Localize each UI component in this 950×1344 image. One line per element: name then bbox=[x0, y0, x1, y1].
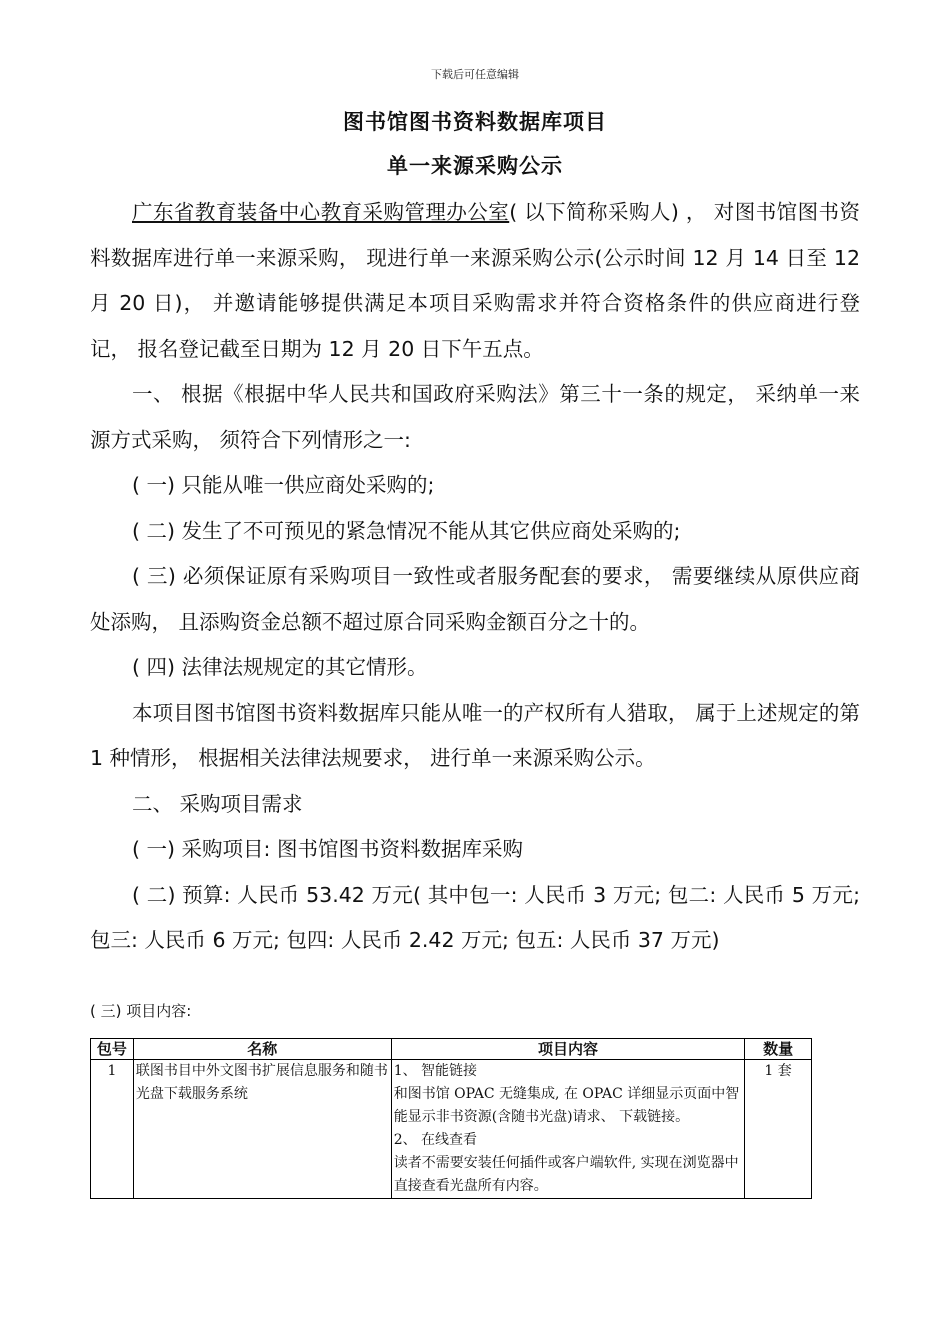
content-line: 1、 智能链接 bbox=[393, 1063, 478, 1079]
page-title: 图书馆图书资料数据库项目 bbox=[343, 110, 607, 134]
section1-item: ( 四) 法律法规规定的其它情形。 bbox=[132, 655, 428, 679]
purchaser-name: 广东省教育装备中心教育采购管理办公室 bbox=[132, 200, 510, 224]
col-header-quantity: 数量 bbox=[745, 1039, 812, 1060]
intro-paragraph bbox=[90, 190, 860, 372]
document-body bbox=[90, 190, 860, 964]
section1-item: ( 三) 必须保证原有采购项目一致性或者服务配套的要求， 需要继续从原供应商处添购， 且添购资金总额不超过原合同采购金额百分之十的。 bbox=[90, 564, 860, 634]
section1-item: ( 二) 发生了不可预见的紧急情况不能从其它供应商处采购的; bbox=[132, 518, 681, 543]
page-subtitle: 单一来源采购公示 bbox=[387, 154, 563, 178]
section2-item: ( 二) 预算: 人民币 53.42 万元( 其中包一: 人民币 3 万元; 包二: 人民币 5 万元; 包三: 人民币 6 万元; 包四: 人民币 2.42 万元; 包五: 人民币 37 万元) bbox=[90, 882, 860, 952]
section2-item: ( 一) 采购项目: 图书馆图书资料数据库采购 bbox=[132, 837, 523, 861]
table-header-row bbox=[91, 1039, 812, 1060]
col-header-package-no: 包号 bbox=[91, 1039, 134, 1060]
col-header-name: 名称 bbox=[133, 1039, 391, 1060]
section1-item: ( 一) 只能从唯一供应商处采购的; bbox=[132, 473, 435, 497]
content-line: 读者不需要安装任何插件或客户端软件, 实现在浏览器中直接查看光盘所有内容。 bbox=[393, 1155, 739, 1194]
content-line: 和图书馆 OPAC 无缝集成, 在 OPAC 详细显示页面中智能显示非书资源(含随书光盘)请求、 下载链接。 bbox=[393, 1086, 740, 1125]
col-header-content: 项目内容 bbox=[391, 1039, 744, 1060]
cell-name: 联图书目中外文图书扩展信息服务和随书光盘下载服务系统 bbox=[133, 1060, 391, 1199]
intro-text: ( 以下简称采购人) ， 对图书馆图书资料数据库进行单一来源采购， 现进行单一来源采购公示(公示时间 12 月 14 日至 12 月 20 日)， 并邀请能够提供满足本项目采购需求并符合资格条件的供应商进行登记， 报名登记截至日期为 12 月 20 日下午五点。 bbox=[90, 200, 861, 361]
project-table bbox=[90, 1038, 812, 1199]
section1-conclusion: 本项目图书馆图书资料数据库只能从唯一的产权所有人猎取， 属于上述规定的第 1 种情形， 根据相关法律法规要求， 进行单一来源采购公示。 bbox=[90, 700, 860, 770]
header-note: 下载后可任意编辑 bbox=[431, 68, 519, 81]
project-content-heading: ( 三) 项目内容: bbox=[90, 1002, 192, 1020]
cell-quantity: 1 套 bbox=[745, 1060, 812, 1199]
section1-heading: 一、 根据《根据中华人民共和国政府采购法》第三十一条的规定， 采纳单一来源方式采购， 须符合下列情形之一: bbox=[90, 382, 860, 452]
section2-heading: 二、 采购项目需求 bbox=[132, 791, 303, 816]
content-line: 2、 在线查看 bbox=[393, 1132, 478, 1148]
cell-package-no: 1 bbox=[91, 1060, 134, 1199]
cell-content bbox=[391, 1060, 744, 1199]
table-row bbox=[91, 1060, 812, 1199]
